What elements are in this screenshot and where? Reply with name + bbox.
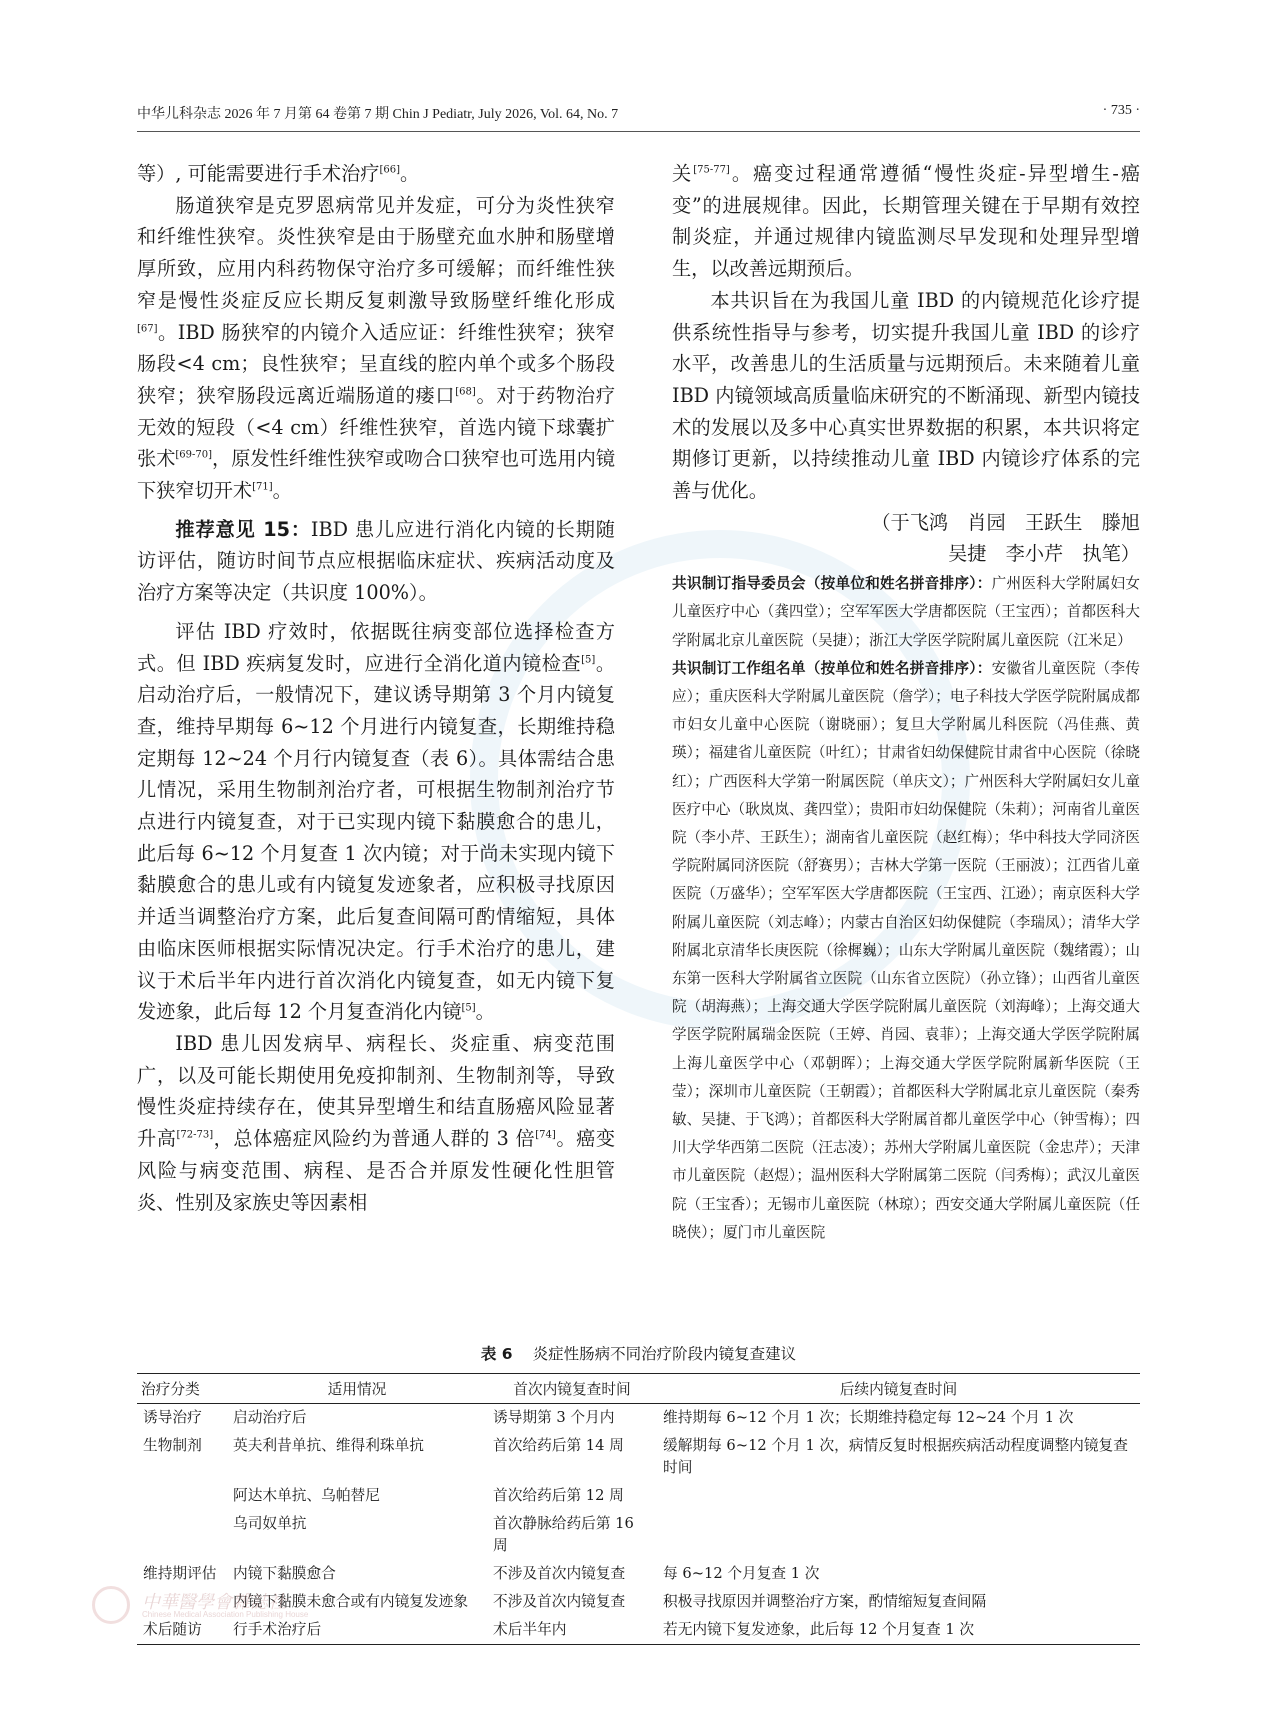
column-header: 后续内镜复查时间 <box>657 1374 1140 1404</box>
right-column <box>672 158 1140 1247</box>
table-row <box>137 1404 1140 1433</box>
citation: [67] <box>137 323 158 335</box>
table-cell: 诱导治疗 <box>143 1409 202 1426</box>
citation: [72-73] <box>176 1129 214 1141</box>
citation: [68] <box>455 386 476 398</box>
table-cell <box>657 1482 1140 1510</box>
table-caption <box>137 1342 1140 1364</box>
citation: [75-77] <box>693 164 730 176</box>
table-cell: 诱导期第 3 个月内 <box>493 1409 615 1426</box>
table-title: 炎症性肠病不同治疗阶段内镜复查建议 <box>532 1345 797 1363</box>
authors-line-1: （于飞鸿 肖园 王跃生 滕旭 <box>871 510 1140 534</box>
citation: [74] <box>535 1129 556 1141</box>
table-row <box>137 1510 1140 1560</box>
table-cell: 每 6~12 个月复查 1 次 <box>663 1565 820 1582</box>
running-header <box>137 103 1140 132</box>
column-header: 适用情况 <box>227 1374 487 1404</box>
paragraph: 本共识旨在为我国儿童 IBD 的内镜规范化诊疗提供系统性指导与参考，切实提升我国儿童 IBD 的诊疗水平，改善患儿的生活质量与远期预后。未来随着儿童 IBD 内镜领域高质量临床研究的不断涌现、新型内镜技术的发展以及多中心真实世界数据的积累，本共识将定期修订更新，以持续推动儿童 IBD 内镜诊疗体系的完善与优化。 <box>672 288 1140 503</box>
working-group: 共识制订工作组名单（按单位和姓名拼音排序）：安徽省儿童医院（李传应）；重庆医科大学附属儿童医院（詹学）；电子科技大学医学院附属成都市妇女儿童中心医院（谢晓丽）；复旦大学附属儿科医院（冯佳燕、黄瑛）；福建省儿童医院（叶红）；甘肃省妇幼保健院甘肃省中心医院（徐晓红）；广西医科大学第一附属医院（单庆文）；广州医科大学附属妇女儿童医疗中心（耿岚岚、龚四堂）；贵阳市妇幼保健院（朱莉）；河南省儿童医院（李小芹、王跃生）；湖南省儿童医院（赵红梅）；华中科技大学同济医学院附属同济医院（舒赛男）；吉林大学第一医院（王丽波）；江西省儿童医院（万盛华）；空军军医大学唐都医院（王宝西、江逊）；南京医科大学附属儿童医院（刘志峰）；内蒙古自治区妇幼保健院（李瑞凤）；清华大学附属北京清华长庚医院（徐樨巍）；山东大学附属儿童医院（魏绪霞）；山东第一医科大学附属省立医院（山东省立医院）（孙立锋）；山西省儿童医院（胡海燕）；上海交通大学医学院附属儿童医院（刘海峰）；上海交通大学医学院附属瑞金医院（王婷、肖园、袁菲）；上海交通大学医学院附属上海儿童医学中心（邓朝晖）；上海交通大学医学院附属新华医院（王莹）；深圳市儿童医院（王朝霞）；首都医科大学附属北京儿童医院（秦秀敏、吴捷、于飞鸿）；首都医科大学附属首都儿童医学中心（钟雪梅）；四川大学华西第二医院（汪志凌）；苏州大学附属儿童医院（金忠芹）；天津市儿童医院（赵煜）；温州医科大学附属第二医院（闫秀梅）；武汉儿童医院（王宝香）；无锡市儿童医院（林琼）；西安交通大学附属儿童医院（任晓侠）；厦门市儿童医院 <box>672 659 1140 1241</box>
table-cell: 不涉及首次内镜复查 <box>493 1593 626 1610</box>
recommendation-label: 推荐意见 15： <box>175 517 311 541</box>
table-cell: 生物制剂 <box>143 1437 202 1454</box>
paragraph: 关[75-77]。癌变过程通常遵循“慢性炎症-异型增生-癌变”的进展规律。因此，长期管理关键在于早期有效控制炎症，并通过规律内镜监测尽早发现和处理异型增生，以改善远期预后。 <box>672 162 1141 281</box>
table-cell: 若无内镜下复发迹象，此后每 12 个月复查 1 次 <box>663 1621 975 1638</box>
table-cell: 首次给药后第 14 周 <box>493 1437 624 1454</box>
paragraph: 肠道狭窄是克罗恩病常见并发症，可分为炎性狭窄和纤维性狭窄。炎性狭窄是由于肠壁充血水肿和肠壁增厚所致，应用内科药物保守治疗多可缓解；而纤维性狭窄是慢性炎症反应长期反复刺激导致肠壁纤维化形成[67]。IBD 肠狭窄的内镜介入适应证：纤维性狭窄；狭窄肠段<4 cm；良性狭窄；呈直线的腔内单个或多个肠段狭窄；狭窄肠段远离近端肠道的瘘口[68]。对于药物治疗无效的短段（<4 cm）纤维性狭窄，首选内镜下球囊扩张术[69-70]，原发性纤维性狭窄或吻合口狭窄也可选用内镜下狭窄切开术[71]。 <box>137 193 616 503</box>
citation: [66] <box>379 164 400 176</box>
table-cell: 维持期每 6~12 个月 1 次；长期维持稳定每 12~24 个月 1 次 <box>663 1409 1074 1426</box>
table-cell: 内镜下黏膜未愈合或有内镜复发迹象 <box>233 1593 469 1610</box>
authors-line-2: 吴捷 李小芹 执笔） <box>948 542 1140 566</box>
left-column <box>137 158 615 1218</box>
table-cell: 术后半年内 <box>493 1621 567 1638</box>
table-cell: 阿达木单抗、乌帕替尼 <box>233 1487 380 1504</box>
table-cell: 不涉及首次内镜复查 <box>493 1565 626 1582</box>
table-row <box>137 1432 1140 1482</box>
table-header-row <box>137 1374 1140 1404</box>
page-number: · 735 · <box>1102 103 1140 118</box>
table-cell: 英夫利昔单抗、维得利珠单抗 <box>233 1437 424 1454</box>
table-cell <box>137 1510 227 1560</box>
paragraph: 等）, 可能需要进行手术治疗[66]。 <box>137 162 420 185</box>
table-cell: 行手术治疗后 <box>233 1621 322 1638</box>
column-header: 首次内镜复查时间 <box>487 1374 657 1404</box>
table-cell: 缓解期每 6~12 个月 1 次，病情反复时根据疾病活动程度调整内镜复查时间 <box>663 1437 1128 1476</box>
citation: [71] <box>252 481 273 493</box>
citation: [5] <box>581 654 596 666</box>
table-cell: 积极寻找原因并调整治疗方案，酌情缩短复查间隔 <box>663 1593 987 1610</box>
publisher-emblem-icon <box>92 1586 130 1624</box>
table-cell: 维持期评估 <box>143 1565 217 1582</box>
publisher-name-en: Chinese Medical Association Publishing House <box>142 1610 309 1619</box>
table-cell: 首次给药后第 12 周 <box>493 1487 624 1504</box>
table-cell: 内镜下黏膜愈合 <box>233 1565 336 1582</box>
table-cell: 启动治疗后 <box>233 1409 307 1426</box>
citation: [69-70] <box>175 449 213 461</box>
table-cell: 术后随访 <box>143 1621 202 1638</box>
table-row <box>137 1560 1140 1588</box>
paragraph: IBD 患儿因发病早、病程长、炎症重、病变范围广，以及可能长期使用免疫抑制剂、生物制剂等，导致慢性炎症持续存在，使其异型增生和结直肠癌风险显著升高[72-73]，总体癌症风险约为普通人群的 3 倍[74]。癌变风险与病变范围、病程、是否合并原发性硬化性胆管炎、性别及家族史等因素相 <box>137 1031 616 1214</box>
recommendation-15: 推荐意见 15：IBD 患儿应进行消化内镜的长期随访评估，随访时间节点应根据临床症状、疾病活动度及治疗方案等决定（共识度 100%）。 <box>137 517 615 605</box>
table-cell <box>137 1482 227 1510</box>
column-header: 治疗分类 <box>137 1374 227 1404</box>
steering-committee: 共识制订指导委员会（按单位和姓名拼音排序）：广州医科大学附属妇女儿童医疗中心（龚四堂）；空军军医大学唐都医院（王宝西）；首都医科大学附属北京儿童医院（吴捷）；浙江大学医学院附属儿童医院（江米足） <box>672 575 1140 649</box>
table-cell: 乌司奴单抗 <box>233 1515 307 1532</box>
publisher-name-cn: 中華醫學會雜誌社 <box>142 1592 286 1613</box>
table-row <box>137 1482 1140 1510</box>
table-cell <box>657 1510 1140 1560</box>
citation: [5] <box>461 1002 476 1014</box>
table-cell: 首次静脉给药后第 16 周 <box>493 1515 634 1554</box>
paragraph: 评估 IBD 疗效时，依据既往病变部位选择检查方式。但 IBD 疾病复发时，应进行全消化道内镜检查[5]。启动治疗后，一般情况下，建议诱导期第 3 个月内镜复查，维持早期每 6~12 个月进行内镜复查，长期维持稳定期每 12~24 个月行内镜复查（表 6）。具体需结合患儿情况，采用生物制剂治疗者，可根据生物制剂治疗节点进行内镜复查，对于已实现内镜下黏膜愈合的患儿，此后每 6~12 个月复查 1 次内镜；对于尚未实现内镜下黏膜愈合的患儿或有内镜复发迹象者，应积极寻找原因并适当调整治疗方案，此后复查间隔可酌情缩短，具体由临床医师根据实际情况决定。行手术治疗的患儿，建议于术后半年内进行首次消化内镜复查，如无内镜下复发迹象，此后每 12 个月复查消化内镜[5]。 <box>137 619 616 1024</box>
publisher-logo <box>92 1586 612 1626</box>
table-number: 表 6 <box>480 1345 513 1363</box>
journal-citation: 中华儿科杂志 2026 年 7 月第 64 卷第 7 期 Chin J Pediatr, July 2026, Vol. 64, No. 7 <box>137 107 619 122</box>
